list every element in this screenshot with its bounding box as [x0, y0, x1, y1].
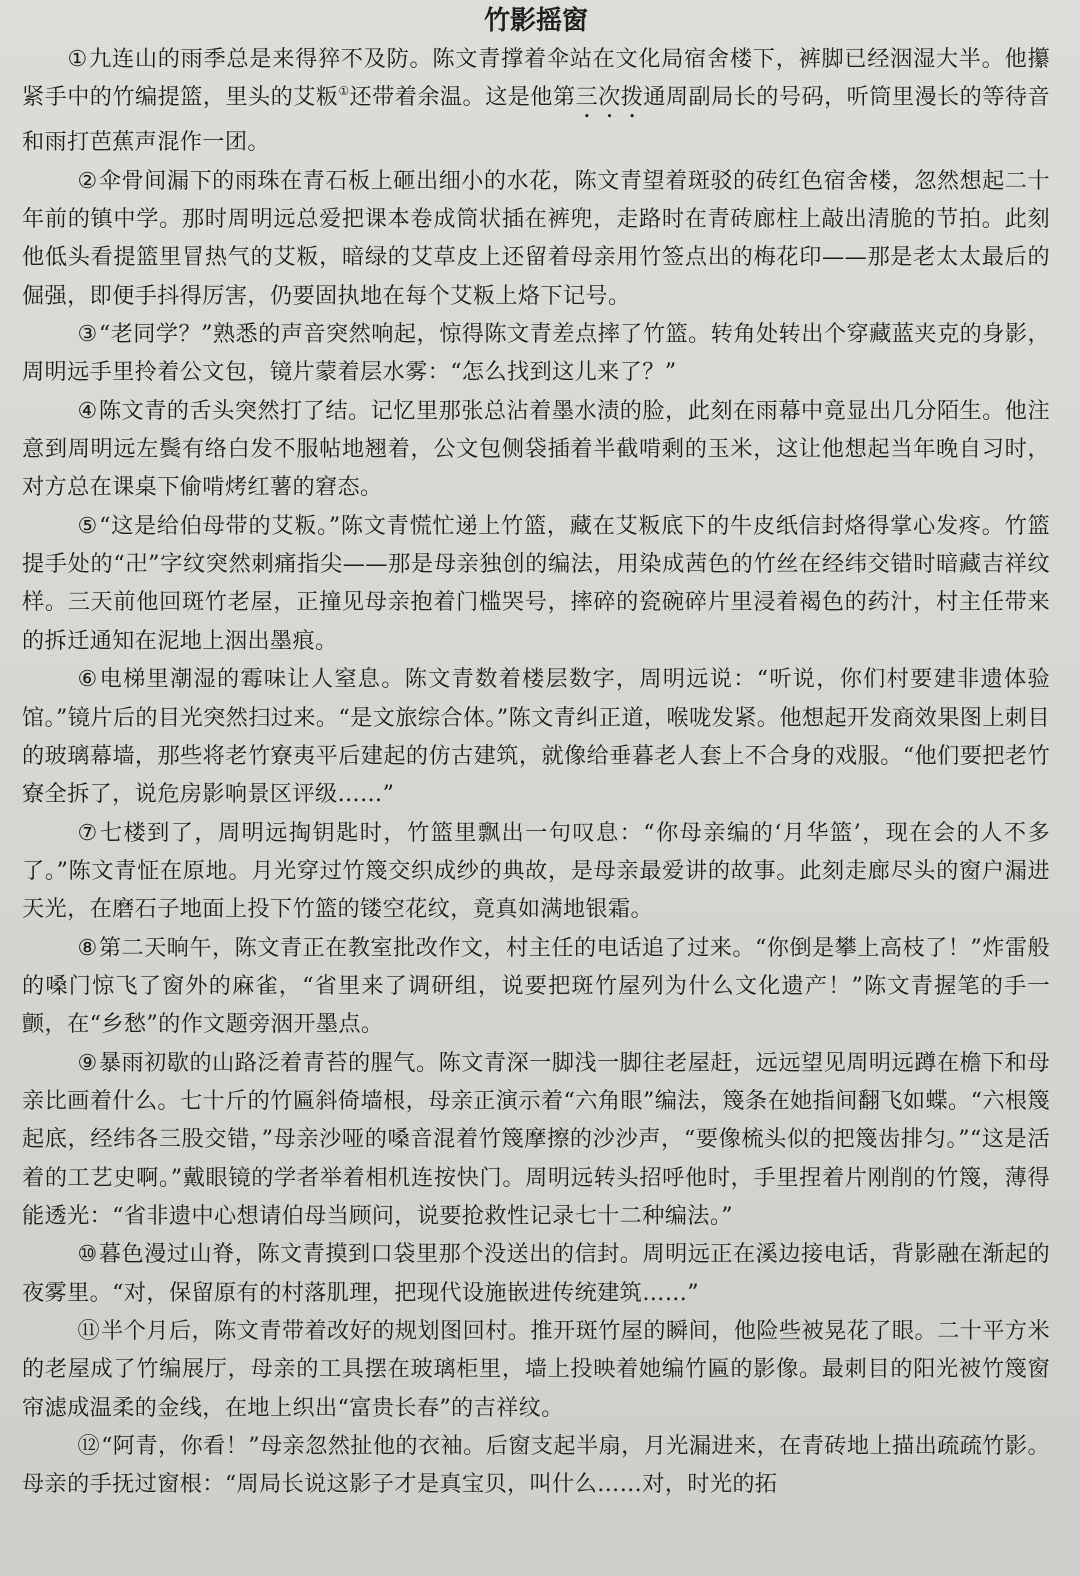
paragraph-number: ⑥: [77, 666, 99, 693]
paragraph-5: [22, 507, 1050, 660]
paragraph-number: ⑧: [77, 934, 98, 961]
paragraph-11: [22, 1312, 1050, 1427]
paragraph-text: “阿青，你看！”母亲忽然扯他的衣袖。后窗支起半扇，月光漏进来，在青砖地上描出疏疏竹影。母亲的手抚过窗根：“周局长说这影子才是真宝贝，叫什么……对，时光的拓: [22, 1433, 1050, 1498]
paragraph-number: ⑫: [77, 1433, 101, 1460]
paragraph-text: 七楼到了，周明远掏钥匙时，竹篮里飘出一句叹息：“你母亲编的‘月华篮’，现在会的人不多了。”陈文青怔在原地。月光穿过竹篾交织成纱的典故，是母亲最爱讲的故事。此刻走廊尽头的窗户漏进天光，在磨石子地面上投下竹篮的镂空花纹，竟真如满地银霜。: [22, 819, 1050, 923]
footnote-marker: ①: [338, 84, 350, 99]
emphasized-text: 三次拨: [575, 84, 644, 111]
paragraph-7: [22, 814, 1050, 929]
paragraph-number: ⑤: [77, 512, 99, 539]
paragraph-12: [22, 1427, 1050, 1504]
paragraph-9: [22, 1044, 1050, 1236]
paragraph-2: [22, 162, 1050, 315]
paragraph-text: 电梯里潮湿的霉味让人窒息。陈文青数着楼层数字，周明远说：“听说，你们村要建非遗体验馆。”镜片后的目光突然扫过来。“是文旅综合体。”陈文青纠正道，喉咙发紧。他想起开发商效果图上刺目的玻璃幕墙，那些将老竹寮夷平后建起的仿古建筑，就像给垂暮老人套上不合身的戏服。“他们要把老竹寮全拆了，说危房影响景区评级……”: [22, 666, 1050, 808]
paragraph-text: 还带着余温。这是他第: [349, 84, 576, 111]
paragraph-8: [22, 929, 1050, 1044]
paragraph-number: ③: [77, 321, 98, 348]
paragraph-number: ②: [77, 167, 98, 194]
paragraph-text: “老同学？”熟悉的声音突然响起，惊得陈文青差点摔了竹篮。转角处转出个穿藏蓝夹克的身影，周明远手里拎着公文包，镜片蒙着层水雾：“怎么找到这儿来了？”: [22, 321, 1051, 386]
paragraph-text: 通周副局长的号码，听筒里漫长的等待音和雨打芭蕉声混作一团。: [22, 84, 1050, 156]
paragraph-number: ⑪: [77, 1318, 101, 1344]
paragraph-number: ⑨: [77, 1049, 98, 1076]
paragraph-text: 暴雨初歇的山路泛着青苔的腥气。陈文青深一脚浅一脚往老屋赶，远远望见周明远蹲在檐下和母亲比画着什么。七十斤的竹匾斜倚墙根，母亲正演示着“六角眼”编法，篾条在她指间翻飞如蝶。“六根篾起底，经纬各三股交错，”母亲沙哑的嗓音混着竹篾摩擦的沙沙声，“要像梳头似的把篾齿排匀。”“这是活着的工艺史啊。”戴眼镜的学者举着相机连按快门。周明远转头招呼他时，手里捏着片刚削的竹篾，薄得能透光：“省非遗中心想请伯母当顾问，说要抢救性记录七十二种编法。”: [22, 1049, 1050, 1229]
paragraph-6: [22, 660, 1050, 813]
paragraph-1: [22, 40, 1050, 162]
paragraph-text: 陈文青的舌头突然打了结。记忆里那张总沾着墨水渍的脸，此刻在雨幕中竟显出几分陌生。他注意到周明远左鬓有络白发不服帖地翘着，公文包侧袋插着半截啃剩的玉米，这让他想起当年晚自习时，对方总在课桌下偷啃烤红薯的窘态。: [22, 397, 1050, 501]
paragraph-text: “这是给伯母带的艾粄。”陈文青慌忙递上竹篮，藏在艾粄底下的牛皮纸信封烙得掌心发疼。竹篮提手处的“卍”字纹突然刺痛指尖——那是母亲独创的编法，用染成茜色的竹丝在经纬交错时暗藏吉祥纹样。三天前他回斑竹老屋，正撞见母亲抱着门槛哭号，摔碎的瓷碗碎片里浸着褐色的药汁，村主任带来的拆迁通知在泥地上洇出墨痕。: [22, 512, 1050, 654]
article-title: 竹影摇窗: [483, 6, 588, 36]
paragraph-number: ⑦: [77, 819, 99, 846]
paragraph-text: 第二天晌午，陈文青正在教室批改作文，村主任的电话追了过来。“你倒是攀上高枝了！”炸雷般的嗓门惊飞了窗外的麻雀，“省里来了调研组，说要把斑竹屋列为什么文化遗产！”陈文青握笔的手一颤，在“乡愁”的作文题旁洇开墨点。: [22, 934, 1051, 1038]
paragraph-text: 半个月后，陈文青带着改好的规划图回村。推开斑竹屋的瞬间，他险些被晃花了眼。二十平方米的老屋成了竹编展厅，母亲的工具摆在玻璃柜里，墙上投映着她编竹匾的影像。最刺目的阳光被竹篾窗帘滤成温柔的金线，在地上织出“富贵长春”的吉祥纹。: [22, 1318, 1051, 1421]
paragraph-10: [22, 1235, 1050, 1312]
paragraph-number: ④: [77, 397, 98, 424]
paragraph-text: 九连山的雨季总是来得猝不及防。陈文青撑着伞站在文化局宿舍楼下，裤脚已经洇湿大半。他攥紧手中的竹编提篮，里头的艾粄: [22, 46, 1050, 111]
paragraph-text: 暮色漫过山脊，陈文青摸到口袋里那个没送出的信封。周明远正在溪边接电话，背影融在渐起的夜雾里。“对，保留原有的村落肌理，把现代设施嵌进传统建筑……”: [22, 1241, 1050, 1306]
paragraph-number: ⑩: [77, 1241, 98, 1268]
paragraph-3: [22, 315, 1050, 392]
paragraph-number: ①: [67, 46, 89, 72]
paragraph-text: 伞骨间漏下的雨珠在青石板上砸出细小的水花，陈文青望着斑驳的砖红色宿舍楼，忽然想起二十年前的镇中学。那时周明远总爱把课本卷成筒状插在裤兜，走路时在青砖廊柱上敲出清脆的节拍。此刻他低头看提篮里冒热气的艾粄，暗绿的艾草皮上还留着母亲用竹签点出的梅花印——那是老太太最后的倔强，即便手抖得厉害，仍要固执地在每个艾粄上烙下记号。: [22, 167, 1050, 309]
paragraph-4: [22, 392, 1050, 507]
